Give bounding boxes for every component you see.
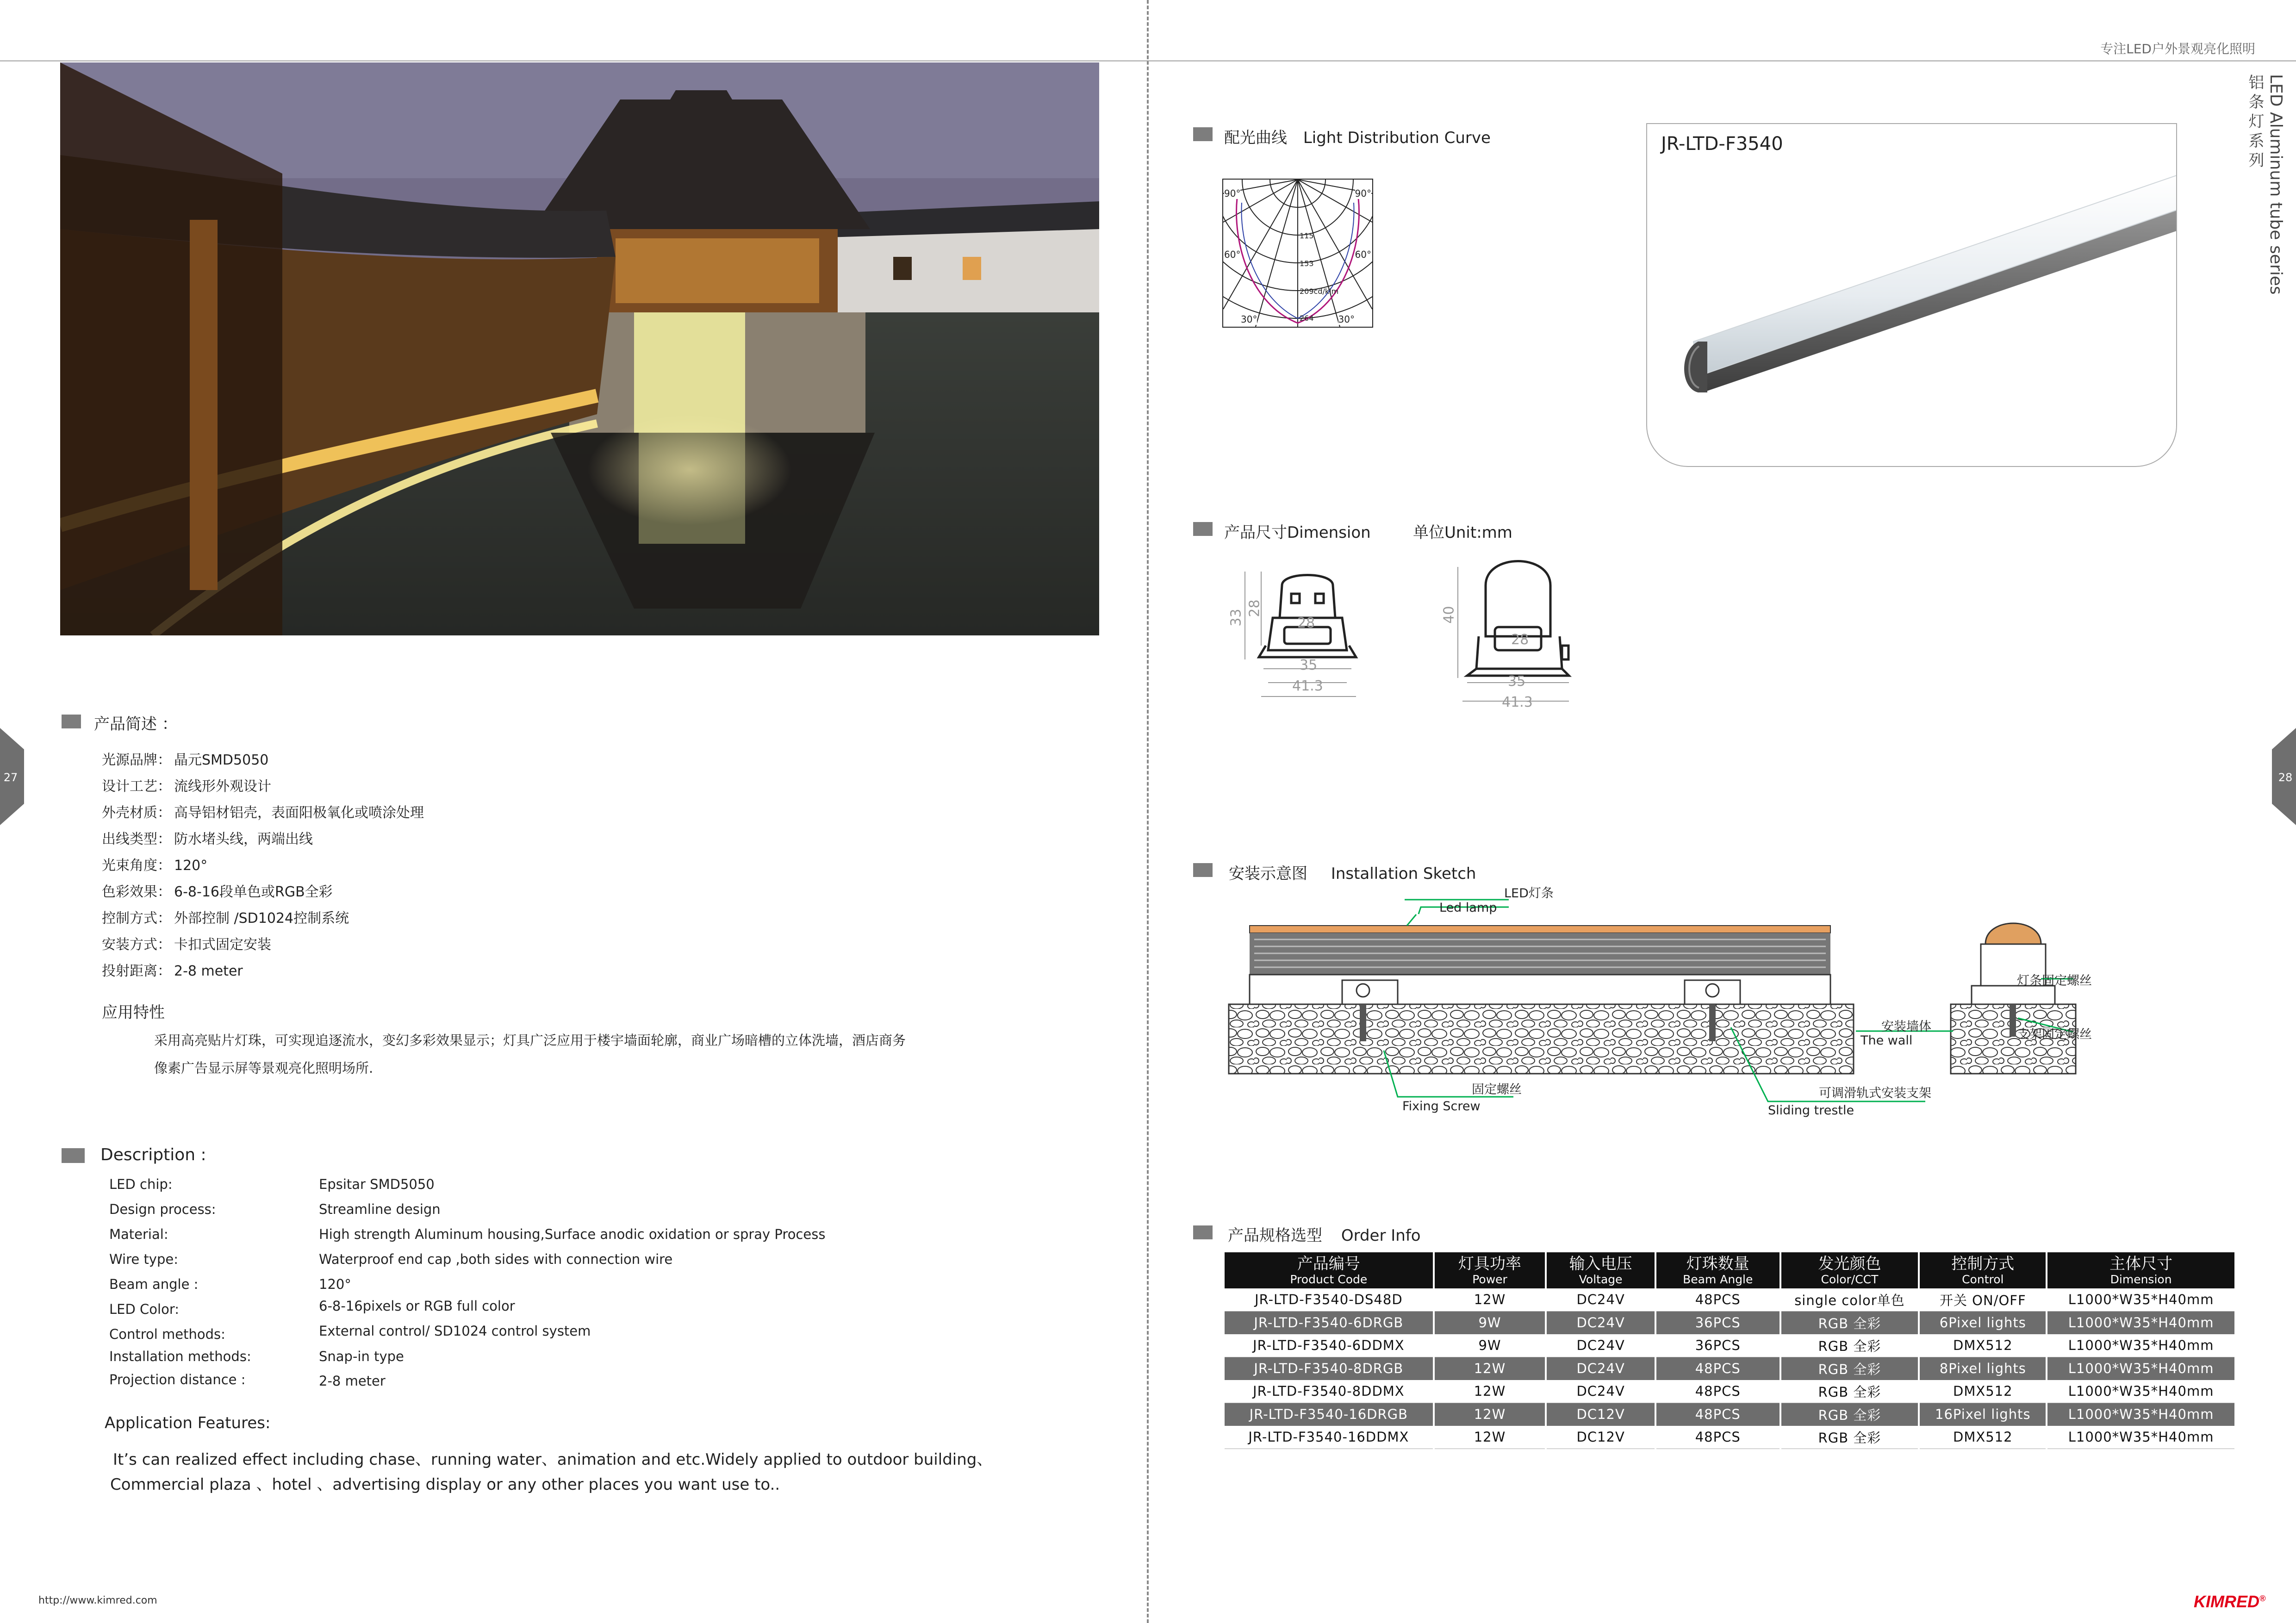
- order-col-header-zh: 控制方式: [1951, 1255, 2015, 1273]
- order-cell: JR-LTD-F3540-6DDMX: [1225, 1334, 1434, 1357]
- order-cell: DC24V: [1546, 1380, 1655, 1403]
- spine-divider: [1147, 0, 1149, 1623]
- install-label-screw-zh: 固定螺丝: [1472, 1082, 1522, 1097]
- dim-width-inner: 28: [1297, 615, 1315, 631]
- order-table: [1225, 1252, 2236, 1449]
- order-cell: 12W: [1434, 1403, 1546, 1426]
- installation-title-en: Installation Sketch: [1331, 864, 1476, 883]
- order-table-row: [1225, 1426, 2235, 1449]
- description-app-text-1: It’s can realized effect including chase、running water、animation and etc.Widely applied to outdoor building、: [113, 1450, 993, 1469]
- order-col-header-en: Power: [1472, 1273, 1507, 1287]
- overview-app-text-2: 像素广告显示屏等景观亮化照明场所.: [154, 1060, 373, 1076]
- order-col-header-en: Control: [1962, 1273, 2004, 1287]
- install-label-screw-en: Fixing Screw: [1402, 1099, 1481, 1113]
- order-table-row: [1225, 1357, 2235, 1380]
- curve-angle-label: 30°: [1241, 314, 1257, 325]
- aluminum-tube-render: [1647, 124, 2177, 467]
- overview-title: 产品简述 ：: [94, 715, 178, 734]
- order-cell: L1000*W35*H40mm: [2047, 1426, 2235, 1449]
- order-cell: 12W: [1434, 1426, 1546, 1449]
- description-spec-value: Streamline design: [319, 1201, 441, 1217]
- footer-brand: [2194, 1592, 2265, 1611]
- description-spec-value: Snap-in type: [319, 1349, 404, 1364]
- description-spec-label: Design process:: [109, 1201, 216, 1217]
- order-cell: 48PCS: [1655, 1357, 1780, 1380]
- order-cell: 36PCS: [1655, 1311, 1780, 1334]
- dim-width-total: 41.3: [1292, 678, 1323, 694]
- overview-spec-label: 设计工艺：: [102, 778, 171, 795]
- description-spec-value: External control/ SD1024 control system: [319, 1323, 591, 1339]
- order-cell: L1000*W35*H40mm: [2047, 1403, 2235, 1426]
- order-col-header: [1655, 1252, 1780, 1288]
- order-col-header-zh: 灯珠数量: [1686, 1255, 1749, 1273]
- description-title: Description :: [100, 1145, 206, 1164]
- order-cell: RGB 全彩: [1780, 1357, 1919, 1380]
- overview-spec-label: 外壳材质：: [102, 805, 171, 821]
- installation-title-zh: 安装示意图: [1229, 864, 1307, 883]
- light-curve-marker: [1193, 127, 1213, 141]
- install-label-trestle-en: Sliding trestle: [1768, 1103, 1854, 1118]
- overview-spec-label: 投射距离：: [102, 963, 171, 979]
- overview-app-title: 应用特性: [102, 1003, 165, 1022]
- install-label-wall-en: The wall: [1860, 1033, 1913, 1048]
- overview-spec-value: 120°: [174, 858, 208, 874]
- order-cell: DMX512: [1919, 1426, 2047, 1449]
- order-cell: DC24V: [1546, 1334, 1655, 1357]
- overview-spec-value: 高导铝材铝壳，表面阳极氧化或喷涂处理: [174, 805, 424, 821]
- order-cell: L1000*W35*H40mm: [2047, 1311, 2235, 1334]
- description-app-title: Application Features:: [105, 1414, 271, 1432]
- order-cell: RGB 全彩: [1780, 1403, 1919, 1426]
- light-curve-title-zh: 配光曲线: [1224, 129, 1287, 147]
- curve-ring-label: 115: [1300, 231, 1314, 240]
- description-spec-value: 120°: [319, 1276, 351, 1292]
- description-spec-value: 6-8-16pixels or RGB full color: [319, 1298, 515, 1314]
- order-cell: DC24V: [1546, 1311, 1655, 1334]
- order-cell: L1000*W35*H40mm: [2047, 1357, 2235, 1380]
- dimension-marker: [1193, 522, 1213, 536]
- order-col-header-zh: 灯具功率: [1458, 1255, 1522, 1273]
- order-col-header: [1225, 1252, 1434, 1288]
- order-cell: JR-LTD-F3540-8DRGB: [1225, 1357, 1434, 1380]
- order-cell: 开关 ON/OFF: [1919, 1288, 2047, 1312]
- order-table-row: [1225, 1288, 2235, 1312]
- overview-spec-label: 色彩效果：: [102, 884, 171, 900]
- order-col-header-en: Voltage: [1579, 1273, 1623, 1287]
- order-cell: 12W: [1434, 1288, 1546, 1312]
- order-col-header-zh: 产品编号: [1297, 1255, 1360, 1273]
- order-cell: 48PCS: [1655, 1426, 1780, 1449]
- series-en: LED Aluminum tube series: [2266, 74, 2285, 295]
- overview-marker: [62, 715, 81, 728]
- hero-photo: [60, 62, 1099, 635]
- overview-spec-value: 防水堵头线，两端出线: [174, 831, 313, 847]
- dim-width-total: 41.3: [1502, 694, 1533, 710]
- installation-marker: [1193, 863, 1213, 877]
- light-distribution-curve: [1222, 179, 1373, 328]
- installation-sketch: [1222, 879, 2092, 1138]
- series-zh: 铝条灯系列: [2246, 74, 2264, 171]
- light-curve-title-en: Light Distribution Curve: [1303, 129, 1491, 147]
- order-cell: DMX512: [1919, 1380, 2047, 1403]
- description-spec-value: 2-8 meter: [319, 1373, 386, 1389]
- description-spec-label: Material:: [109, 1226, 168, 1242]
- overview-spec-value: 卡扣式固定安装: [174, 937, 271, 953]
- description-spec-label: Wire type:: [109, 1251, 178, 1267]
- description-app-text-2: Commercial plaza 、hotel 、advertising display or any other places you want use to..: [110, 1475, 780, 1494]
- overview-spec-label: 光源品牌：: [102, 752, 171, 768]
- order-col-header: [1434, 1252, 1546, 1288]
- order-cell: RGB 全彩: [1780, 1380, 1919, 1403]
- curve-ring-label: 153: [1300, 259, 1314, 268]
- page-number-right: 28: [2278, 771, 2293, 784]
- order-cell: DC12V: [1546, 1403, 1655, 1426]
- order-col-header-zh: 发光颜色: [1818, 1255, 1881, 1273]
- order-cell: JR-LTD-F3540-DS48D: [1225, 1288, 1434, 1312]
- order-title-en: Order Info: [1341, 1226, 1421, 1245]
- order-col-header-zh: 输入电压: [1569, 1255, 1632, 1273]
- description-spec-value: Epsitar SMD5050: [319, 1176, 435, 1192]
- order-col-header-zh: 主体尺寸: [2109, 1255, 2173, 1273]
- order-cell: 8Pixel lights: [1919, 1357, 2047, 1380]
- order-cell: JR-LTD-F3540-16DDMX: [1225, 1426, 1434, 1449]
- order-cell: L1000*W35*H40mm: [2047, 1334, 2235, 1357]
- description-spec-value: Waterproof end cap ,both sides with connection wire: [319, 1251, 673, 1267]
- overview-spec-label: 光束角度：: [102, 858, 171, 874]
- curve-ring-label: 264: [1300, 314, 1314, 323]
- product-image-box: [1646, 123, 2177, 467]
- dim-height-total: 33: [1228, 609, 1244, 627]
- dim-width-mid: 35: [1508, 673, 1526, 690]
- order-cell: 48PCS: [1655, 1380, 1780, 1403]
- curve-angle-label: 90°: [1224, 188, 1241, 199]
- dimension-title: 产品尺寸Dimension: [1224, 523, 1371, 542]
- order-col-header-en: Color/CCT: [1821, 1273, 1879, 1287]
- overview-spec-value: 6-8-16段单色或RGB全彩: [174, 884, 333, 900]
- curve-angle-label: 90°: [1355, 188, 1371, 199]
- order-col-header-en: Beam Angle: [1683, 1273, 1753, 1287]
- install-label-trestle-zh: 可调滑轨式安装支架: [1819, 1086, 1931, 1101]
- overview-spec-value: 外部控制 /SD1024控制系统: [174, 910, 349, 927]
- order-table-row: [1225, 1334, 2235, 1357]
- series-vertical-title: [2245, 74, 2265, 171]
- order-cell: DC24V: [1546, 1357, 1655, 1380]
- order-cell: 36PCS: [1655, 1334, 1780, 1357]
- order-cell: single color单色: [1780, 1288, 1919, 1312]
- order-cell: 12W: [1434, 1380, 1546, 1403]
- order-col-header-en: Dimension: [2110, 1273, 2172, 1287]
- overview-spec-label: 控制方式：: [102, 910, 171, 927]
- install-label-led-zh: LED灯条: [1504, 886, 1554, 901]
- order-cell: RGB 全彩: [1780, 1311, 1919, 1334]
- description-spec-label: Beam angle :: [109, 1276, 199, 1292]
- order-cell: L1000*W35*H40mm: [2047, 1380, 2235, 1403]
- description-spec-value: High strength Aluminum housing,Surface anodic oxidation or spray Process: [319, 1226, 826, 1242]
- order-cell: DMX512: [1919, 1334, 2047, 1357]
- dimension-unit: 单位Unit:mm: [1413, 523, 1512, 542]
- install-label-bracket-screw: 支架固定螺丝: [2017, 1027, 2092, 1042]
- overview-spec-label: 安装方式：: [102, 937, 171, 953]
- order-cell: 48PCS: [1655, 1288, 1780, 1312]
- order-cell: 16Pixel lights: [1919, 1403, 2047, 1426]
- order-table-row: [1225, 1380, 2235, 1403]
- order-cell: 48PCS: [1655, 1403, 1780, 1426]
- dim-height-total: 40: [1441, 606, 1457, 624]
- order-cell: 12W: [1434, 1357, 1546, 1380]
- dim-width-mid: 35: [1300, 657, 1318, 673]
- curve-ring-label: 209cd/klm: [1300, 287, 1339, 296]
- overview-spec-label: 出线类型：: [102, 831, 171, 847]
- order-col-header: [1546, 1252, 1655, 1288]
- header-tagline: 专注LED户外景观亮化照明: [2100, 41, 2255, 56]
- order-cell: 9W: [1434, 1311, 1546, 1334]
- description-spec-label: Projection distance :: [109, 1372, 246, 1387]
- order-col-header: [2047, 1252, 2235, 1288]
- curve-angle-label: 60°: [1355, 249, 1371, 260]
- dimension-drawing-right: [1430, 558, 1587, 724]
- description-spec-label: LED chip:: [109, 1176, 173, 1192]
- install-label-strip-screw: 灯条固定螺丝: [2017, 974, 2092, 988]
- page-number-left: 27: [3, 771, 18, 784]
- order-cell: JR-LTD-F3540-6DRGB: [1225, 1311, 1434, 1334]
- curve-angle-label: 30°: [1338, 314, 1355, 325]
- order-cell: DC24V: [1546, 1288, 1655, 1312]
- dim-height-body: 28: [1246, 599, 1263, 617]
- order-title: [1228, 1223, 1421, 1245]
- install-label-led-en: Led lamp: [1439, 901, 1497, 915]
- description-spec-label: Installation methods:: [109, 1349, 251, 1364]
- series-vertical-title-en: [2266, 74, 2285, 295]
- overview-spec-value: 晶元SMD5050: [174, 752, 269, 768]
- order-table-row: [1225, 1403, 2235, 1426]
- order-cell: RGB 全彩: [1780, 1426, 1919, 1449]
- order-title-zh: 产品规格选型: [1228, 1226, 1322, 1245]
- order-table-header: [1225, 1252, 2235, 1288]
- overview-spec-value: 流线形外观设计: [174, 778, 271, 795]
- order-cell: RGB 全彩: [1780, 1334, 1919, 1357]
- curve-angle-label: 60°: [1224, 249, 1241, 260]
- order-table-row: [1225, 1311, 2235, 1334]
- footer-url[interactable]: http://www.kimred.com: [38, 1595, 157, 1606]
- order-col-header: [1780, 1252, 1919, 1288]
- order-cell: JR-LTD-F3540-8DDMX: [1225, 1380, 1434, 1403]
- description-spec-label: LED Color:: [109, 1301, 180, 1317]
- dim-width-inner: 28: [1511, 632, 1529, 648]
- order-cell: 6Pixel lights: [1919, 1311, 2047, 1334]
- order-cell: 9W: [1434, 1334, 1546, 1357]
- order-col-header-en: Product Code: [1290, 1273, 1368, 1287]
- order-marker: [1193, 1225, 1213, 1239]
- overview-spec-value: 2-8 meter: [174, 963, 243, 979]
- overview-app-text-1: 采用高亮贴片灯珠，可实现追逐流水，变幻多彩效果显示；灯具广泛应用于楼宇墙面轮廓，商业广场暗槽的立体洗墙，酒店商务: [154, 1032, 906, 1048]
- hero-photo-art: [60, 62, 1099, 635]
- polar-grid: [1223, 180, 1372, 327]
- order-cell: DC12V: [1546, 1426, 1655, 1449]
- order-cell: L1000*W35*H40mm: [2047, 1288, 2235, 1312]
- description-marker: [62, 1148, 85, 1163]
- footer-brand-name: KIMRED: [2194, 1592, 2259, 1611]
- installation-drawing: [1222, 879, 2092, 1138]
- dimension-drawing-left: [1222, 567, 1379, 706]
- order-col-header: [1919, 1252, 2047, 1288]
- product-model: JR-LTD-F3540: [1661, 133, 1783, 155]
- install-label-wall-zh: 安装墙体: [1881, 1020, 1931, 1034]
- footer-brand-reg: ®: [2259, 1594, 2266, 1603]
- description-spec-label: Control methods:: [109, 1326, 225, 1342]
- order-cell: JR-LTD-F3540-16DRGB: [1225, 1403, 1434, 1426]
- light-curve-title: [1224, 125, 1491, 148]
